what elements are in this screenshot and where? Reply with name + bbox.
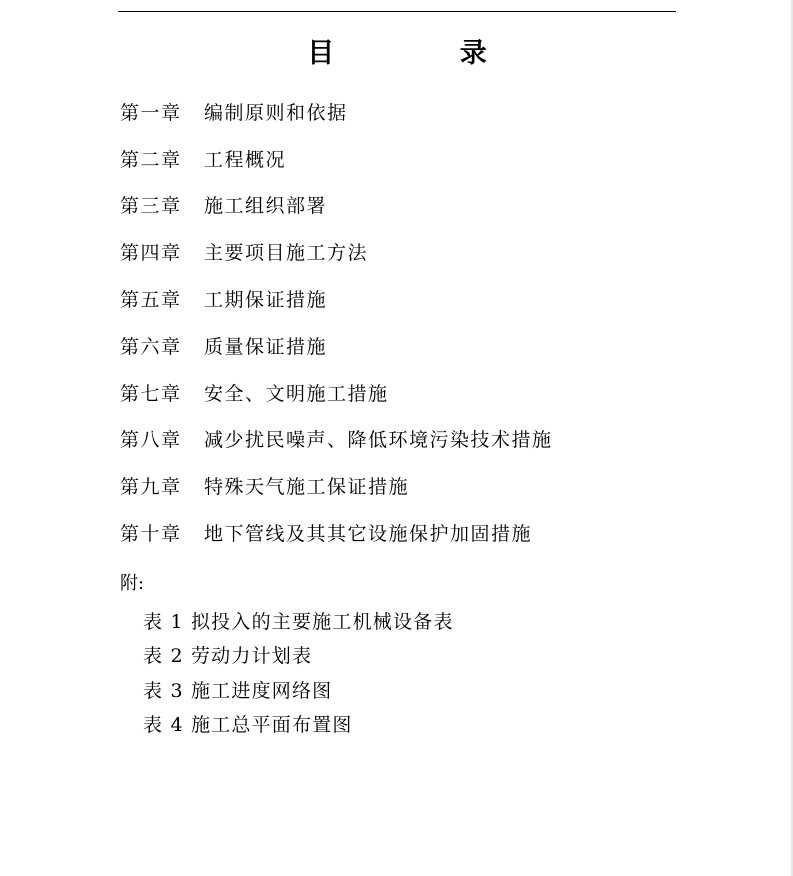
appendix-label: 附: (120, 573, 145, 594)
chapter-number: 第八章 (120, 429, 182, 452)
toc-entry-chapter-1 (120, 88, 720, 135)
chapter-title: 编制原则和依据 (204, 101, 348, 124)
page-title: 目 录 (307, 38, 545, 69)
toc-entry-chapter-9 (120, 462, 720, 509)
appendix-item-4: 表 4 施工总平面布置图 (143, 714, 353, 737)
chapter-number: 第六章 (120, 335, 182, 358)
toc-entry-chapter-5 (120, 275, 720, 322)
toc-entry-chapter-8 (120, 416, 720, 463)
chapter-number: 第七章 (120, 382, 182, 405)
chapter-number: 第一章 (120, 101, 182, 124)
chapter-number: 第二章 (120, 148, 182, 171)
chapter-title: 减少扰民噪声、降低环境污染技术措施 (204, 429, 553, 452)
appendix-item-1: 表 1 拟投入的主要施工机械设备表 (143, 610, 454, 633)
toc-entry-chapter-6 (120, 322, 720, 369)
chapter-title: 施工组织部署 (204, 195, 328, 218)
table-of-contents (120, 88, 720, 556)
chapter-number: 第四章 (120, 242, 182, 265)
chapter-number: 第十章 (120, 523, 182, 546)
chapter-number: 第三章 (120, 195, 182, 218)
header-rule (118, 11, 676, 12)
toc-entry-chapter-3 (120, 182, 720, 229)
toc-entry-chapter-7 (120, 369, 720, 416)
chapter-title: 地下管线及其其它设施保护加固措施 (204, 523, 533, 546)
toc-entry-chapter-2 (120, 135, 720, 182)
toc-entry-chapter-4 (120, 228, 720, 275)
chapter-title: 安全、文明施工措施 (204, 382, 389, 405)
chapter-number: 第九章 (120, 476, 182, 499)
chapter-title: 特殊天气施工保证措施 (204, 476, 410, 499)
chapter-title: 工程概况 (204, 148, 287, 171)
chapter-title: 质量保证措施 (204, 335, 328, 358)
appendix-item-3: 表 3 施工进度网络图 (143, 679, 333, 702)
toc-entry-chapter-10 (120, 509, 720, 556)
chapter-title: 主要项目施工方法 (204, 242, 369, 265)
chapter-title: 工期保证措施 (204, 289, 328, 312)
chapter-number: 第五章 (120, 289, 182, 312)
appendix-list (143, 603, 454, 741)
appendix-item-2: 表 2 劳动力计划表 (143, 645, 313, 668)
